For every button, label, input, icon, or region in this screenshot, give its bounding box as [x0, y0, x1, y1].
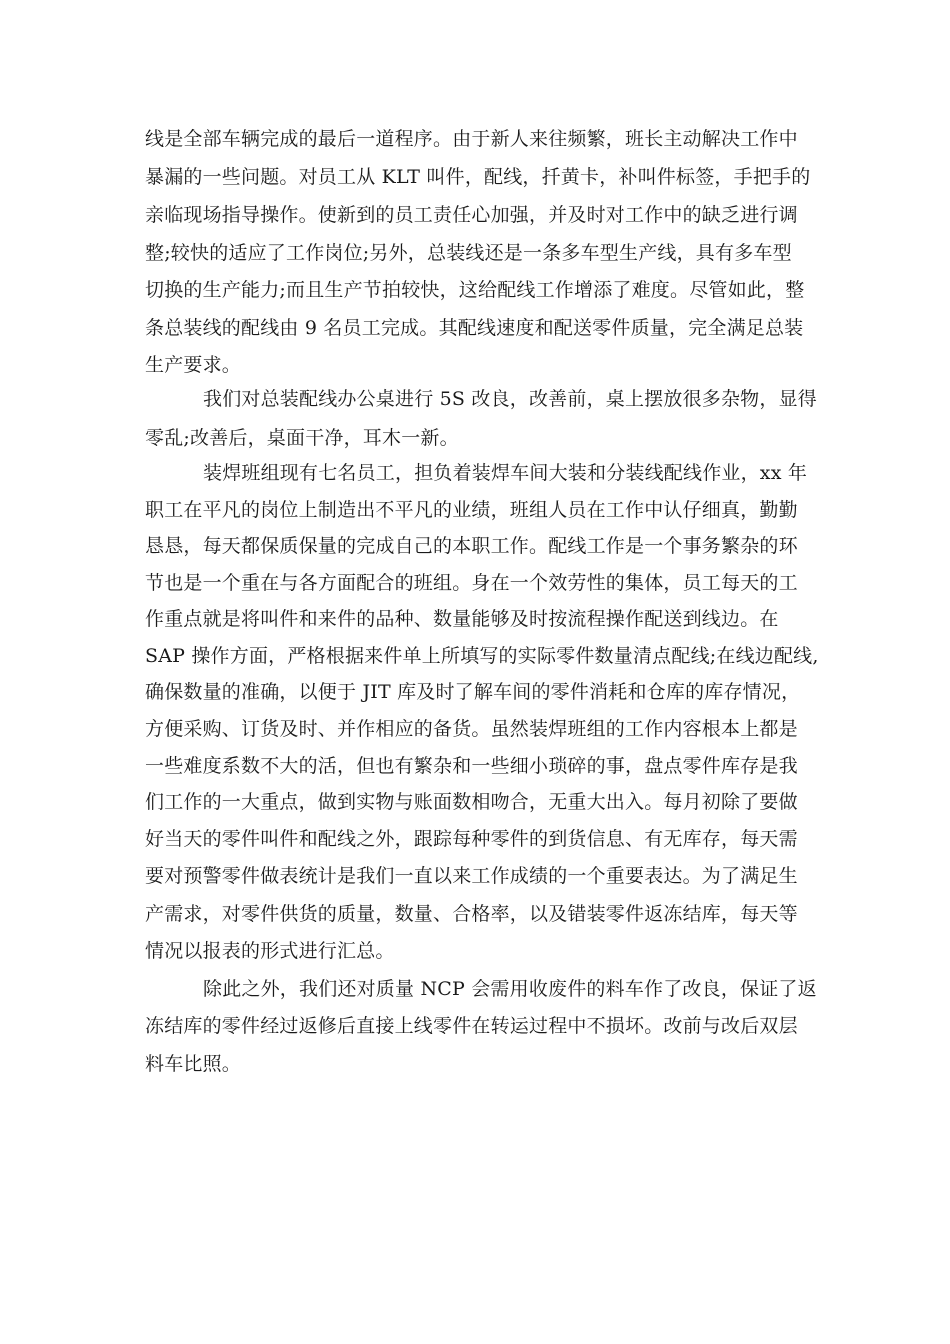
paragraph-first-line: 除此之外，我们还对质量 NCP 会需用收废件的料车作了改良，保证了返	[203, 978, 817, 1000]
text-line: 生产要求。	[145, 354, 242, 376]
text-line: 好当天的零件叫件和配线之外，跟踪每种零件的到货信息、有无库存，每天需	[145, 828, 798, 850]
text-line: 情况以报表的形式进行汇总。	[145, 940, 395, 962]
text-line: 节也是一个重在与各方面配合的班组。身在一个效劳性的集体，员工每天的工	[145, 572, 798, 594]
text-line: 暴漏的一些问题。对员工从 KLT 叫件，配线，扦黄卡，补叫件标签，手把手的	[145, 166, 811, 188]
text-line: 整;较快的适应了工作岗位;另外，总装线还是一条多车型生产线，具有多车型	[145, 242, 792, 264]
text-line: 零乱;改善后，桌面干净，耳木一新。	[145, 427, 459, 449]
text-line: 恳恳，每天都保质保量的完成自己的本职工作。配线工作是一个事务繁杂的环	[145, 535, 798, 557]
text-line: 方便采购、订货及时、并作相应的备货。虽然装焊班组的工作内容根本上都是	[145, 718, 798, 740]
paragraph-first-line: 装焊班组现有七名员工，担负着装焊车间大装和分装线配线作业，xx 年	[203, 462, 808, 484]
text-line: 作重点就是将叫件和来件的品种、数量能够及时按流程操作配送到线边。在	[145, 608, 779, 630]
text-line: 产需求，对零件供货的质量，数量、合格率，以及错装零件返冻结库，每天等	[145, 903, 798, 925]
text-line: 们工作的一大重点，做到实物与账面数相吻合，无重大出入。每月初除了要做	[145, 791, 798, 813]
text-line: 职工在平凡的岗位上制造出不平凡的业绩，班组人员在工作中认仔细真，勤勤	[145, 499, 798, 521]
paragraph-first-line: 我们对总装配线办公桌进行 5S 改良，改善前，桌上摆放很多杂物，显得	[203, 388, 817, 410]
text-line: 一些难度系数不大的活，但也有繁杂和一些细小琐碎的事，盘点零件库存是我	[145, 755, 798, 777]
text-line: 料车比照。	[145, 1053, 242, 1075]
text-line: 确保数量的准确，以便于 JIT 库及时了解车间的零件消耗和仓库的库存情况，	[145, 681, 801, 703]
text-line: SAP 操作方面，严格根据来件单上所填写的实际零件数量清点配线;在线边配线,	[145, 645, 819, 667]
text-line: 冻结库的零件经过返修后直接上线零件在转运过程中不损坏。改前与改后双层	[145, 1015, 798, 1037]
text-line: 要对预警零件做表统计是我们一直以来工作成绩的一个重要表达。为了满足生	[145, 865, 798, 887]
text-line: 切换的生产能力;而且生产节拍较快，这给配线工作增添了难度。尽管如此，整	[145, 279, 805, 301]
text-line: 线是全部车辆完成的最后一道程序。由于新人来往频繁，班长主动解决工作中	[145, 128, 798, 150]
text-line: 亲临现场指导操作。使新到的员工责任心加强，并及时对工作中的缺乏进行调	[145, 204, 798, 226]
text-line: 条总装线的配线由 9 名员工完成。其配线速度和配送零件质量，完全满足总装	[145, 317, 804, 339]
